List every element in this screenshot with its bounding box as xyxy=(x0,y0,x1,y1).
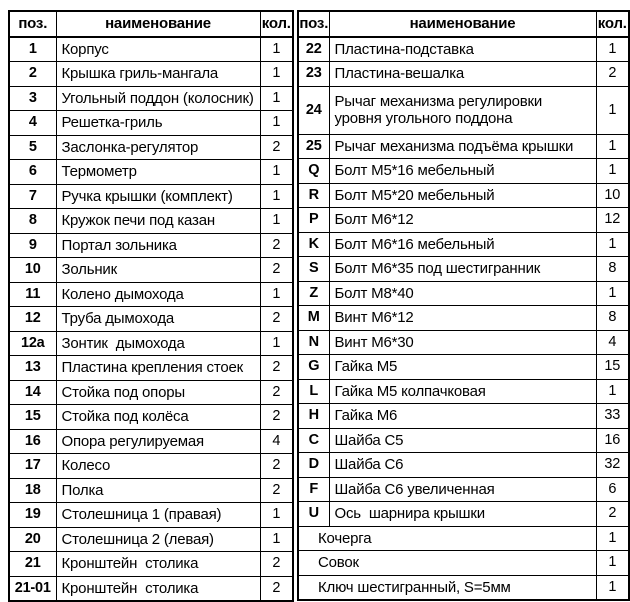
part-name: Корпус xyxy=(56,37,260,62)
table-row xyxy=(298,428,629,453)
table-row xyxy=(298,134,629,159)
part-pos: C xyxy=(298,428,329,453)
part-pos: 21-01 xyxy=(9,576,56,601)
col-header-qty: кол. xyxy=(596,11,629,37)
col-header-name: наименование xyxy=(56,11,260,37)
part-name: Болт М6*35 под шестигранник xyxy=(329,257,596,282)
part-pos: 19 xyxy=(9,503,56,528)
part-qty: 1 xyxy=(596,134,629,159)
part-qty: 15 xyxy=(596,355,629,380)
table-row xyxy=(298,37,629,62)
part-pos: R xyxy=(298,183,329,208)
table-row xyxy=(298,526,629,551)
part-qty: 4 xyxy=(596,330,629,355)
part-pos: F xyxy=(298,477,329,502)
table-row xyxy=(298,62,629,87)
left-table-body xyxy=(9,37,293,602)
part-name: Болт М5*20 мебельный xyxy=(329,183,596,208)
table-row xyxy=(298,232,629,257)
col-header-name: наименование xyxy=(329,11,596,37)
table-row xyxy=(298,86,629,134)
part-pos: 14 xyxy=(9,380,56,405)
part-pos: 3 xyxy=(9,86,56,111)
part-qty: 1 xyxy=(260,86,293,111)
part-qty: 1 xyxy=(260,503,293,528)
part-name: Столешница 2 (левая) xyxy=(56,527,260,552)
part-pos: M xyxy=(298,306,329,331)
part-name: Болт М8*40 xyxy=(329,281,596,306)
part-qty: 1 xyxy=(260,160,293,185)
part-pos: U xyxy=(298,502,329,527)
part-pos: P xyxy=(298,208,329,233)
part-qty: 2 xyxy=(260,380,293,405)
table-row xyxy=(9,478,293,503)
table-row xyxy=(9,331,293,356)
parts-table-right xyxy=(297,10,630,601)
part-name: Кронштейн столика xyxy=(56,552,260,577)
part-pos: 13 xyxy=(9,356,56,381)
part-name: Столешница 1 (правая) xyxy=(56,503,260,528)
part-qty: 2 xyxy=(260,135,293,160)
part-qty: 1 xyxy=(596,379,629,404)
table-row xyxy=(298,330,629,355)
part-qty: 2 xyxy=(260,356,293,381)
part-name: Полка xyxy=(56,478,260,503)
part-name: Болт М6*16 мебельный xyxy=(329,232,596,257)
part-name: Болт М6*12 xyxy=(329,208,596,233)
table-row xyxy=(9,282,293,307)
part-pos: 1 xyxy=(9,37,56,62)
part-qty: 2 xyxy=(260,405,293,430)
part-qty: 12 xyxy=(596,208,629,233)
part-qty: 1 xyxy=(260,111,293,136)
col-header-qty: кол. xyxy=(260,11,293,37)
part-pos: 21 xyxy=(9,552,56,577)
part-name: Гайка М5 xyxy=(329,355,596,380)
part-pos: S xyxy=(298,257,329,282)
part-qty: 1 xyxy=(596,575,629,600)
table-row xyxy=(9,233,293,258)
part-pos: 15 xyxy=(9,405,56,430)
table-row xyxy=(9,37,293,62)
part-qty: 1 xyxy=(260,37,293,62)
part-qty: 6 xyxy=(596,477,629,502)
part-name: Зонтик дымохода xyxy=(56,331,260,356)
part-pos: 7 xyxy=(9,184,56,209)
part-name: Винт М6*30 xyxy=(329,330,596,355)
table-row xyxy=(298,159,629,184)
part-name: Термометр xyxy=(56,160,260,185)
part-name: Стойка под колёса xyxy=(56,405,260,430)
part-qty: 1 xyxy=(596,86,629,134)
part-qty: 16 xyxy=(596,428,629,453)
table-row xyxy=(298,281,629,306)
part-qty: 1 xyxy=(596,232,629,257)
part-name: Ручка крышки (комплект) xyxy=(56,184,260,209)
part-name: Кочерга xyxy=(298,526,596,551)
part-pos: 5 xyxy=(9,135,56,160)
part-pos: H xyxy=(298,404,329,429)
right-table-body xyxy=(298,37,629,601)
part-name: Портал зольника xyxy=(56,233,260,258)
part-qty: 33 xyxy=(596,404,629,429)
part-pos: 2 xyxy=(9,62,56,87)
part-name: Винт М6*12 xyxy=(329,306,596,331)
part-qty: 2 xyxy=(260,576,293,601)
table-row xyxy=(9,111,293,136)
part-name: Кружок печи под казан xyxy=(56,209,260,234)
part-pos: 24 xyxy=(298,86,329,134)
part-pos: 16 xyxy=(9,429,56,454)
part-qty: 8 xyxy=(596,257,629,282)
part-name: Ключ шестигранный, S=5мм xyxy=(298,575,596,600)
part-qty: 2 xyxy=(596,502,629,527)
table-row xyxy=(298,306,629,331)
part-name: Ось шарнира крышки xyxy=(329,502,596,527)
part-pos: L xyxy=(298,379,329,404)
table-row xyxy=(9,62,293,87)
table-row xyxy=(9,454,293,479)
part-name: Пластина-вешалка xyxy=(329,62,596,87)
part-qty: 1 xyxy=(260,62,293,87)
part-name: Гайка М5 колпачковая xyxy=(329,379,596,404)
table-row xyxy=(9,307,293,332)
table-row xyxy=(298,355,629,380)
part-name: Кронштейн столика xyxy=(56,576,260,601)
table-row xyxy=(298,477,629,502)
part-pos: 4 xyxy=(9,111,56,136)
table-row xyxy=(9,184,293,209)
part-pos: 11 xyxy=(9,282,56,307)
part-name: Совок xyxy=(298,551,596,576)
part-qty: 1 xyxy=(260,331,293,356)
table-row xyxy=(9,86,293,111)
part-qty: 8 xyxy=(596,306,629,331)
table-header-row xyxy=(9,11,293,37)
table-row xyxy=(298,257,629,282)
table-row xyxy=(9,258,293,283)
table-row xyxy=(298,453,629,478)
part-qty: 1 xyxy=(260,527,293,552)
table-row xyxy=(9,380,293,405)
table-row xyxy=(9,552,293,577)
part-qty: 10 xyxy=(596,183,629,208)
part-pos: 12a xyxy=(9,331,56,356)
part-pos: 9 xyxy=(9,233,56,258)
col-header-pos: поз. xyxy=(298,11,329,37)
part-qty: 1 xyxy=(596,551,629,576)
part-name: Зольник xyxy=(56,258,260,283)
part-pos: 23 xyxy=(298,62,329,87)
part-qty: 1 xyxy=(260,184,293,209)
part-name: Опора регулируемая xyxy=(56,429,260,454)
part-name: Крышка гриль-мангала xyxy=(56,62,260,87)
part-qty: 1 xyxy=(596,281,629,306)
part-pos: 10 xyxy=(9,258,56,283)
part-name: Колено дымохода xyxy=(56,282,260,307)
part-qty: 1 xyxy=(596,37,629,62)
part-name: Стойка под опоры xyxy=(56,380,260,405)
part-pos: 18 xyxy=(9,478,56,503)
part-name: Рычаг механизма регулировки уровня угольного поддона xyxy=(329,86,596,134)
part-name: Шайба С6 увеличенная xyxy=(329,477,596,502)
table-row xyxy=(298,379,629,404)
part-qty: 1 xyxy=(260,209,293,234)
part-qty: 4 xyxy=(260,429,293,454)
part-name: Угольный поддон (колосник) xyxy=(56,86,260,111)
part-name: Колесо xyxy=(56,454,260,479)
table-row xyxy=(298,208,629,233)
part-qty: 2 xyxy=(260,307,293,332)
part-qty: 2 xyxy=(260,454,293,479)
table-row xyxy=(9,503,293,528)
part-name: Пластина крепления стоек xyxy=(56,356,260,381)
part-name: Болт М5*16 мебельный xyxy=(329,159,596,184)
table-row xyxy=(9,356,293,381)
part-qty: 2 xyxy=(260,478,293,503)
part-pos: 12 xyxy=(9,307,56,332)
part-pos: 6 xyxy=(9,160,56,185)
part-pos: 22 xyxy=(298,37,329,62)
part-qty: 2 xyxy=(260,258,293,283)
part-pos: N xyxy=(298,330,329,355)
part-pos: 17 xyxy=(9,454,56,479)
part-pos: Q xyxy=(298,159,329,184)
part-qty: 2 xyxy=(260,233,293,258)
part-name: Решетка-гриль xyxy=(56,111,260,136)
table-row xyxy=(9,429,293,454)
part-pos: G xyxy=(298,355,329,380)
part-pos: Z xyxy=(298,281,329,306)
part-name: Гайка М6 xyxy=(329,404,596,429)
part-qty: 1 xyxy=(596,159,629,184)
table-row xyxy=(9,405,293,430)
table-row xyxy=(298,183,629,208)
part-pos: D xyxy=(298,453,329,478)
part-name: Шайба С5 xyxy=(329,428,596,453)
parts-table-left xyxy=(8,10,294,602)
part-qty: 2 xyxy=(260,552,293,577)
part-qty: 32 xyxy=(596,453,629,478)
part-name: Заслонка-регулятор xyxy=(56,135,260,160)
table-row xyxy=(9,135,293,160)
col-header-pos: поз. xyxy=(9,11,56,37)
part-name: Труба дымохода xyxy=(56,307,260,332)
part-pos: 20 xyxy=(9,527,56,552)
part-name: Пластина-подставка xyxy=(329,37,596,62)
table-row xyxy=(298,404,629,429)
part-qty: 2 xyxy=(596,62,629,87)
table-row xyxy=(9,209,293,234)
part-name: Рычаг механизма подъёма крышки xyxy=(329,134,596,159)
part-pos: 8 xyxy=(9,209,56,234)
part-qty: 1 xyxy=(596,526,629,551)
table-row xyxy=(298,551,629,576)
table-row xyxy=(9,160,293,185)
part-pos: K xyxy=(298,232,329,257)
part-name: Шайба С6 xyxy=(329,453,596,478)
table-header-row xyxy=(298,11,629,37)
table-row xyxy=(298,502,629,527)
part-pos: 25 xyxy=(298,134,329,159)
part-qty: 1 xyxy=(260,282,293,307)
table-row xyxy=(298,575,629,600)
table-row xyxy=(9,576,293,601)
table-row xyxy=(9,527,293,552)
